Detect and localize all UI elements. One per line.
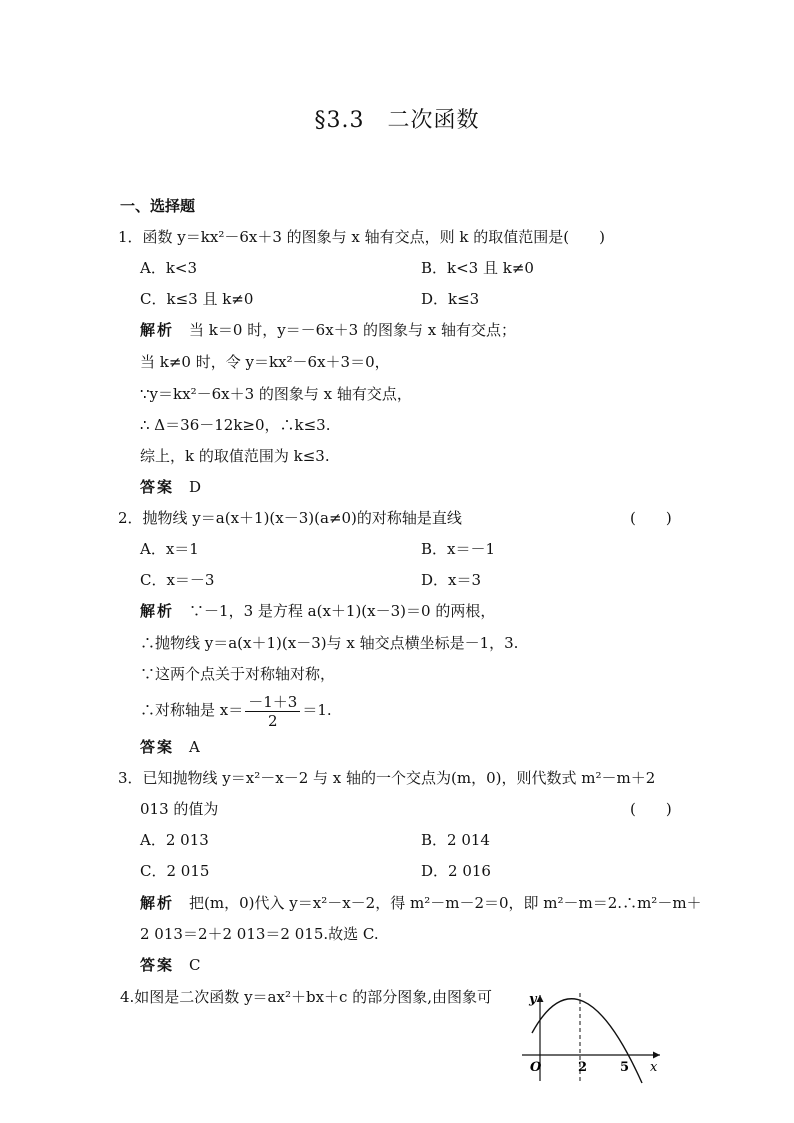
question-2-analysis-line xyxy=(140,601,495,621)
question-1-analysis-line: ∵y＝kx²－6x＋3 的图象与 x 轴有交点， xyxy=(140,385,412,403)
question-4-stem: 4.如图是二次函数 y＝ax²＋bx＋c 的部分图象,由图象可 xyxy=(120,988,492,1006)
question-1-analysis-line: 综上，k 的取值范围为 k≤3. xyxy=(140,447,330,465)
parabola-graph xyxy=(520,985,680,1085)
y-axis-label: y xyxy=(529,992,537,1007)
question-3-stem-continued: 013 的值为 xyxy=(140,800,219,818)
answer-label: 答案 xyxy=(140,738,175,756)
question-1-analysis-line xyxy=(140,320,516,340)
analysis-text: 当 k＝0 时，y＝－6x＋3 的图象与 x 轴有交点； xyxy=(189,321,516,339)
answer-label: 答案 xyxy=(140,478,175,496)
question-2-analysis-fraction-line xyxy=(140,692,332,730)
question-2-option-b: B．x＝－1 xyxy=(421,540,496,558)
question-2-answer-blank: ( ) xyxy=(630,509,672,527)
section-heading: 一、选择题 xyxy=(120,197,196,215)
analysis-text: ∵－1，3 是方程 a(x＋1)(x－3)＝0 的两根， xyxy=(189,602,496,620)
fraction xyxy=(245,693,300,730)
question-2-answer xyxy=(140,737,200,757)
question-2-option-d: D．x＝3 xyxy=(421,571,482,589)
tick-label-5: 5 xyxy=(620,1060,630,1075)
question-2-analysis-line: ∴抛物线 y＝a(x＋1)(x－3)与 x 轴交点横坐标是－1，3. xyxy=(140,634,519,652)
question-1-option-c: C．k≤3 且 k≠0 xyxy=(140,290,254,308)
question-2-stem: 2．抛物线 y＝a(x＋1)(x－3)(a≠0)的对称轴是直线 xyxy=(118,509,462,527)
question-3-option-c: C．2 015 xyxy=(140,862,210,880)
analysis-label: 解析 xyxy=(140,602,175,620)
question-1-option-a: A．k<3 xyxy=(140,259,198,277)
x-axis-label: x xyxy=(650,1060,658,1075)
question-1-stem: 1．函数 y＝kx²－6x＋3 的图象与 x 轴有交点，则 k 的取值范围是( ) xyxy=(118,228,605,246)
question-1-answer xyxy=(140,477,201,497)
question-3-option-b: B．2 014 xyxy=(421,831,490,849)
question-3-option-d: D．2 016 xyxy=(421,862,491,880)
analysis-text: 把(m，0)代入 y＝x²－x－2，得 m²－m－2＝0，即 m²－m＝2.∴m²－m＋ xyxy=(189,894,702,912)
answer-label: 答案 xyxy=(140,956,175,974)
question-2-option-a: A．x＝1 xyxy=(140,540,199,558)
question-3-analysis-line: 2 013＝2＋2 013＝2 015.故选 C. xyxy=(140,925,379,943)
question-3-stem: 3．已知抛物线 y＝x²－x－2 与 x 轴的一个交点为(m，0)，则代数式 m²－m＋2 xyxy=(118,769,656,787)
question-1-analysis-line: 当 k≠0 时，令 y＝kx²－6x＋3＝0， xyxy=(140,353,390,371)
question-3-answer xyxy=(140,955,201,975)
question-2-option-c: C．x＝－3 xyxy=(140,571,215,589)
question-1-option-d: D．k≤3 xyxy=(421,290,480,308)
fraction-numerator: －1＋3 xyxy=(245,693,300,712)
analysis-text: ∴对称轴是 x＝ xyxy=(140,701,244,719)
analysis-text: ＝1. xyxy=(302,701,332,719)
answer-value: A xyxy=(189,738,200,756)
question-1-analysis-line: ∴ Δ＝36－12k≥0，∴k≤3. xyxy=(140,416,331,434)
question-2-analysis-line: ∵这两个点关于对称轴对称， xyxy=(140,665,336,683)
tick-label-2: 2 xyxy=(578,1060,588,1075)
analysis-label: 解析 xyxy=(140,321,175,339)
fraction-denominator: 2 xyxy=(268,711,278,730)
question-3-answer-blank: ( ) xyxy=(630,800,672,818)
question-3-option-a: A．2 013 xyxy=(140,831,209,849)
analysis-label: 解析 xyxy=(140,894,175,912)
answer-value: C xyxy=(189,956,201,974)
question-1-option-b: B．k<3 且 k≠0 xyxy=(421,259,534,277)
origin-label: O xyxy=(530,1060,542,1075)
answer-value: D xyxy=(189,478,202,496)
question-3-analysis-line xyxy=(140,893,702,913)
page-title: §3.3 二次函数 xyxy=(314,108,480,133)
